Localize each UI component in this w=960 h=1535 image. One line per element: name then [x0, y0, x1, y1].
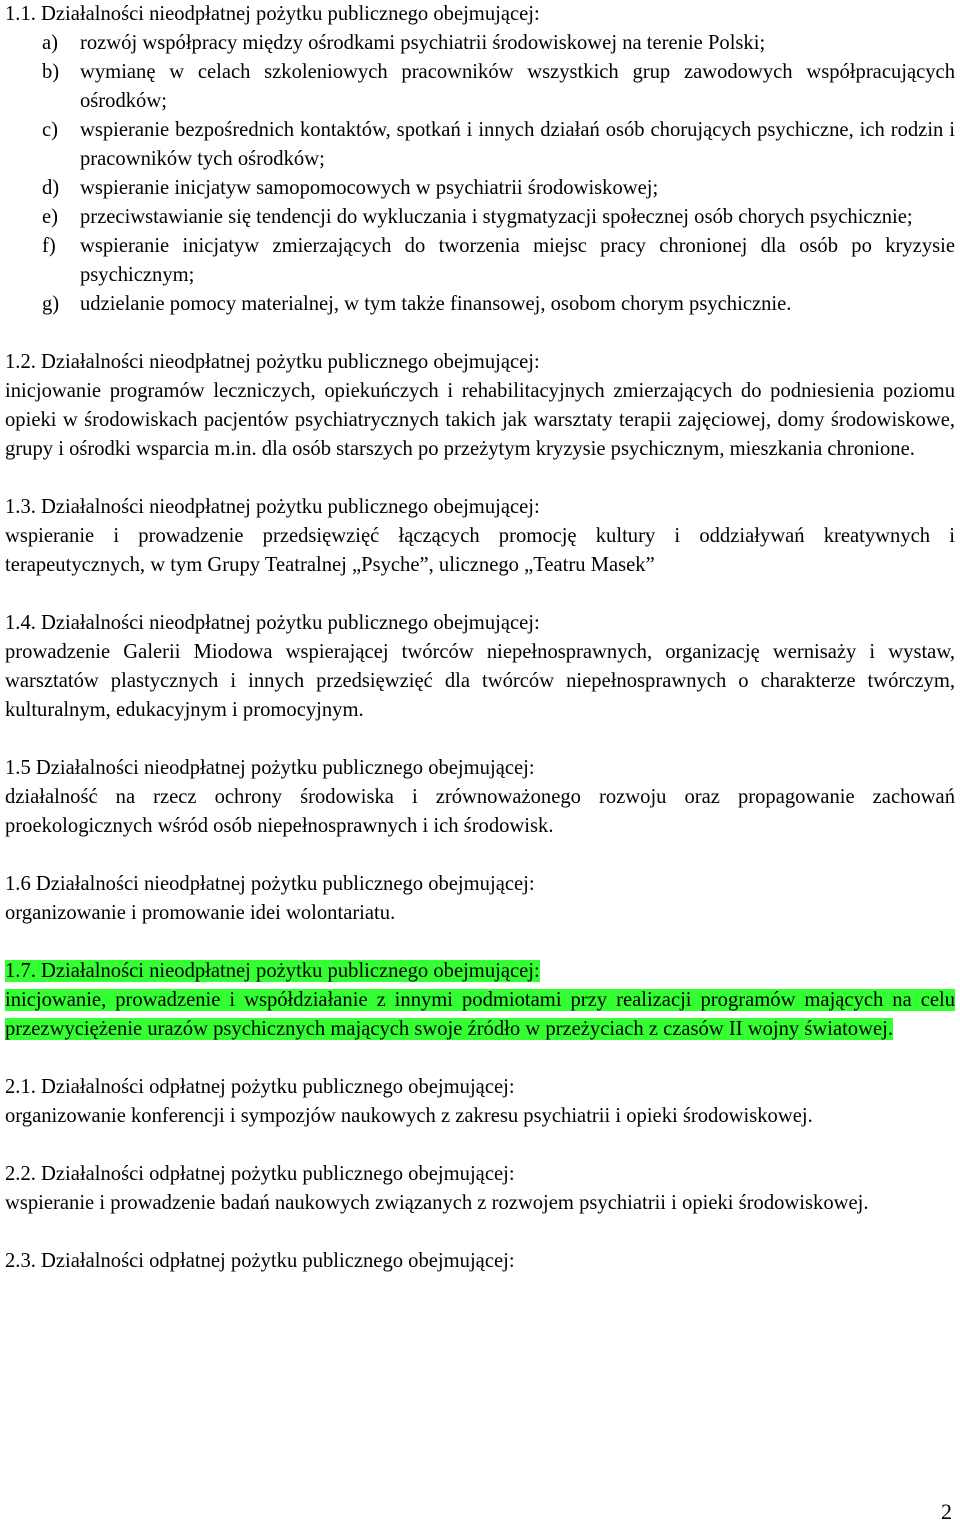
section-heading: 1.1. Działalności nieodpłatnej pożytku publicznego obejmującej: — [5, 3, 540, 25]
section-body: organizowanie konferencji i sympozjów naukowych z zakresu psychiatrii i opieki środowiskowej. — [5, 1105, 813, 1127]
list-item-label: g) — [42, 293, 60, 315]
section-heading: 1.2. Działalności nieodpłatnej pożytku publicznego obejmującej: — [5, 351, 540, 373]
section-1-1 — [5, 0, 955, 319]
section-body: działalność na rzecz ochrony środowiska i zrównoważonego rozwoju oraz propagowanie zachowań proekologicznych wśród osób niepełnosprawnych i ich środowisk. — [5, 786, 955, 837]
list-item — [5, 116, 955, 174]
list-item-text: wspieranie inicjatyw zmierzających do tworzenia miejsc pracy chronionej dla osób po kryzysie psychicznym; — [80, 235, 955, 286]
list-item-text: rozwój współpracy między ośrodkami psychiatrii środowiskowej na terenie Polski; — [80, 32, 766, 54]
section-heading: 2.1. Działalności odpłatnej pożytku publicznego obejmującej: — [5, 1076, 515, 1098]
list-item-text: udzielanie pomocy materialnej, w tym także finansowej, osobom chorym psychicznie. — [80, 293, 792, 315]
section-1-7-highlighted — [5, 957, 955, 1044]
section-body — [5, 986, 955, 1044]
list-item-label: a) — [42, 32, 58, 54]
section-1-2 — [5, 348, 955, 464]
list-item-text: przeciwstawianie się tendencji do wykluczania i stygmatyzacji społecznej osób chorych psychicznie; — [80, 206, 913, 228]
list-item — [5, 29, 955, 58]
section-heading: 1.4. Działalności nieodpłatnej pożytku publicznego obejmującej: — [5, 612, 540, 634]
list-item-label: f) — [42, 235, 56, 257]
list-item-label: d) — [42, 177, 60, 199]
section-body: inicjowanie programów leczniczych, opiekuńczych i rehabilitacyjnych zmierzających do podniesienia poziomu opieki w środowiskach pacjentów psychiatrycznych takich jak warsztaty terapii zajęciowej, domy środowiskowe, grupy i ośrodki wsparcia m.in. dla osób starszych po przeżytym kryzysie psychicznym, mieszkania chronione. — [5, 380, 955, 460]
section-2-3 — [5, 1247, 955, 1276]
section-heading: 2.3. Działalności odpłatnej pożytku publicznego obejmującej: — [5, 1250, 515, 1272]
section-body: organizowanie i promowanie idei wolontariatu. — [5, 902, 396, 924]
section-body: wspieranie i prowadzenie badań naukowych związanych z rozwojem psychiatrii i opieki środowiskowej. — [5, 1192, 869, 1214]
page-number: 2 — [941, 1499, 952, 1524]
section-heading: 1.3. Działalności nieodpłatnej pożytku publicznego obejmującej: — [5, 496, 540, 518]
list-item-text: wspieranie bezpośrednich kontaktów, spotkań i innych działań osób chorujących psychiczne, ich rodzin i pracowników tych ośrodków; — [80, 119, 955, 170]
section-2-2 — [5, 1160, 955, 1218]
section-body: prowadzenie Galerii Miodowa wspierającej twórców niepełnosprawnych, organizację wernisaży i wystaw, warsztatów plastycznych i innych przedsięwzięć dla twórców niepełnosprawnych o charakterze twórczym, kulturalnym, edukacyjnym i promocyjnym. — [5, 641, 955, 721]
section-1-4 — [5, 609, 955, 725]
section-heading: 1.5 Działalności nieodpłatnej pożytku publicznego obejmującej: — [5, 757, 535, 779]
section-heading: 2.2. Działalności odpłatnej pożytku publicznego obejmującej: — [5, 1163, 515, 1185]
section-1-6 — [5, 870, 955, 928]
list-item-label: c) — [42, 119, 58, 141]
section-1-3 — [5, 493, 955, 580]
section-1-5 — [5, 754, 955, 841]
section-2-1 — [5, 1073, 955, 1131]
section-body: wspieranie i prowadzenie przedsięwzięć łączących promocję kultury i oddziaływań kreatywnych i terapeutycznych, w tym Grupy Teatralnej „Psyche”, ulicznego „Teatru Masek” — [5, 525, 955, 576]
activity-list — [5, 29, 955, 319]
list-item — [5, 290, 955, 319]
highlighted-heading: 1.7. Działalności nieodpłatnej pożytku publicznego obejmującej: — [5, 960, 540, 982]
list-item-text: wspieranie inicjatyw samopomocowych w psychiatrii środowiskowej; — [80, 177, 659, 199]
list-item — [5, 232, 955, 290]
section-heading: 1.6 Działalności nieodpłatnej pożytku publicznego obejmującej: — [5, 873, 535, 895]
list-item — [5, 203, 955, 232]
list-item-label: b) — [42, 61, 60, 83]
list-item — [5, 58, 955, 116]
section-heading — [5, 957, 955, 986]
list-item-label: e) — [42, 206, 58, 228]
list-item-text: wymianę w celach szkoleniowych pracowników wszystkich grup zawodowych współpracujących ośrodków; — [80, 61, 955, 112]
list-item — [5, 174, 955, 203]
highlighted-body: inicjowanie, prowadzenie i współdziałanie z innymi podmiotami przy realizacji programów mających na celu przezwyciężenie urazów psychicznych mających swoje źródło w przeżyciach z czasów II wojny światowej. — [5, 989, 955, 1040]
